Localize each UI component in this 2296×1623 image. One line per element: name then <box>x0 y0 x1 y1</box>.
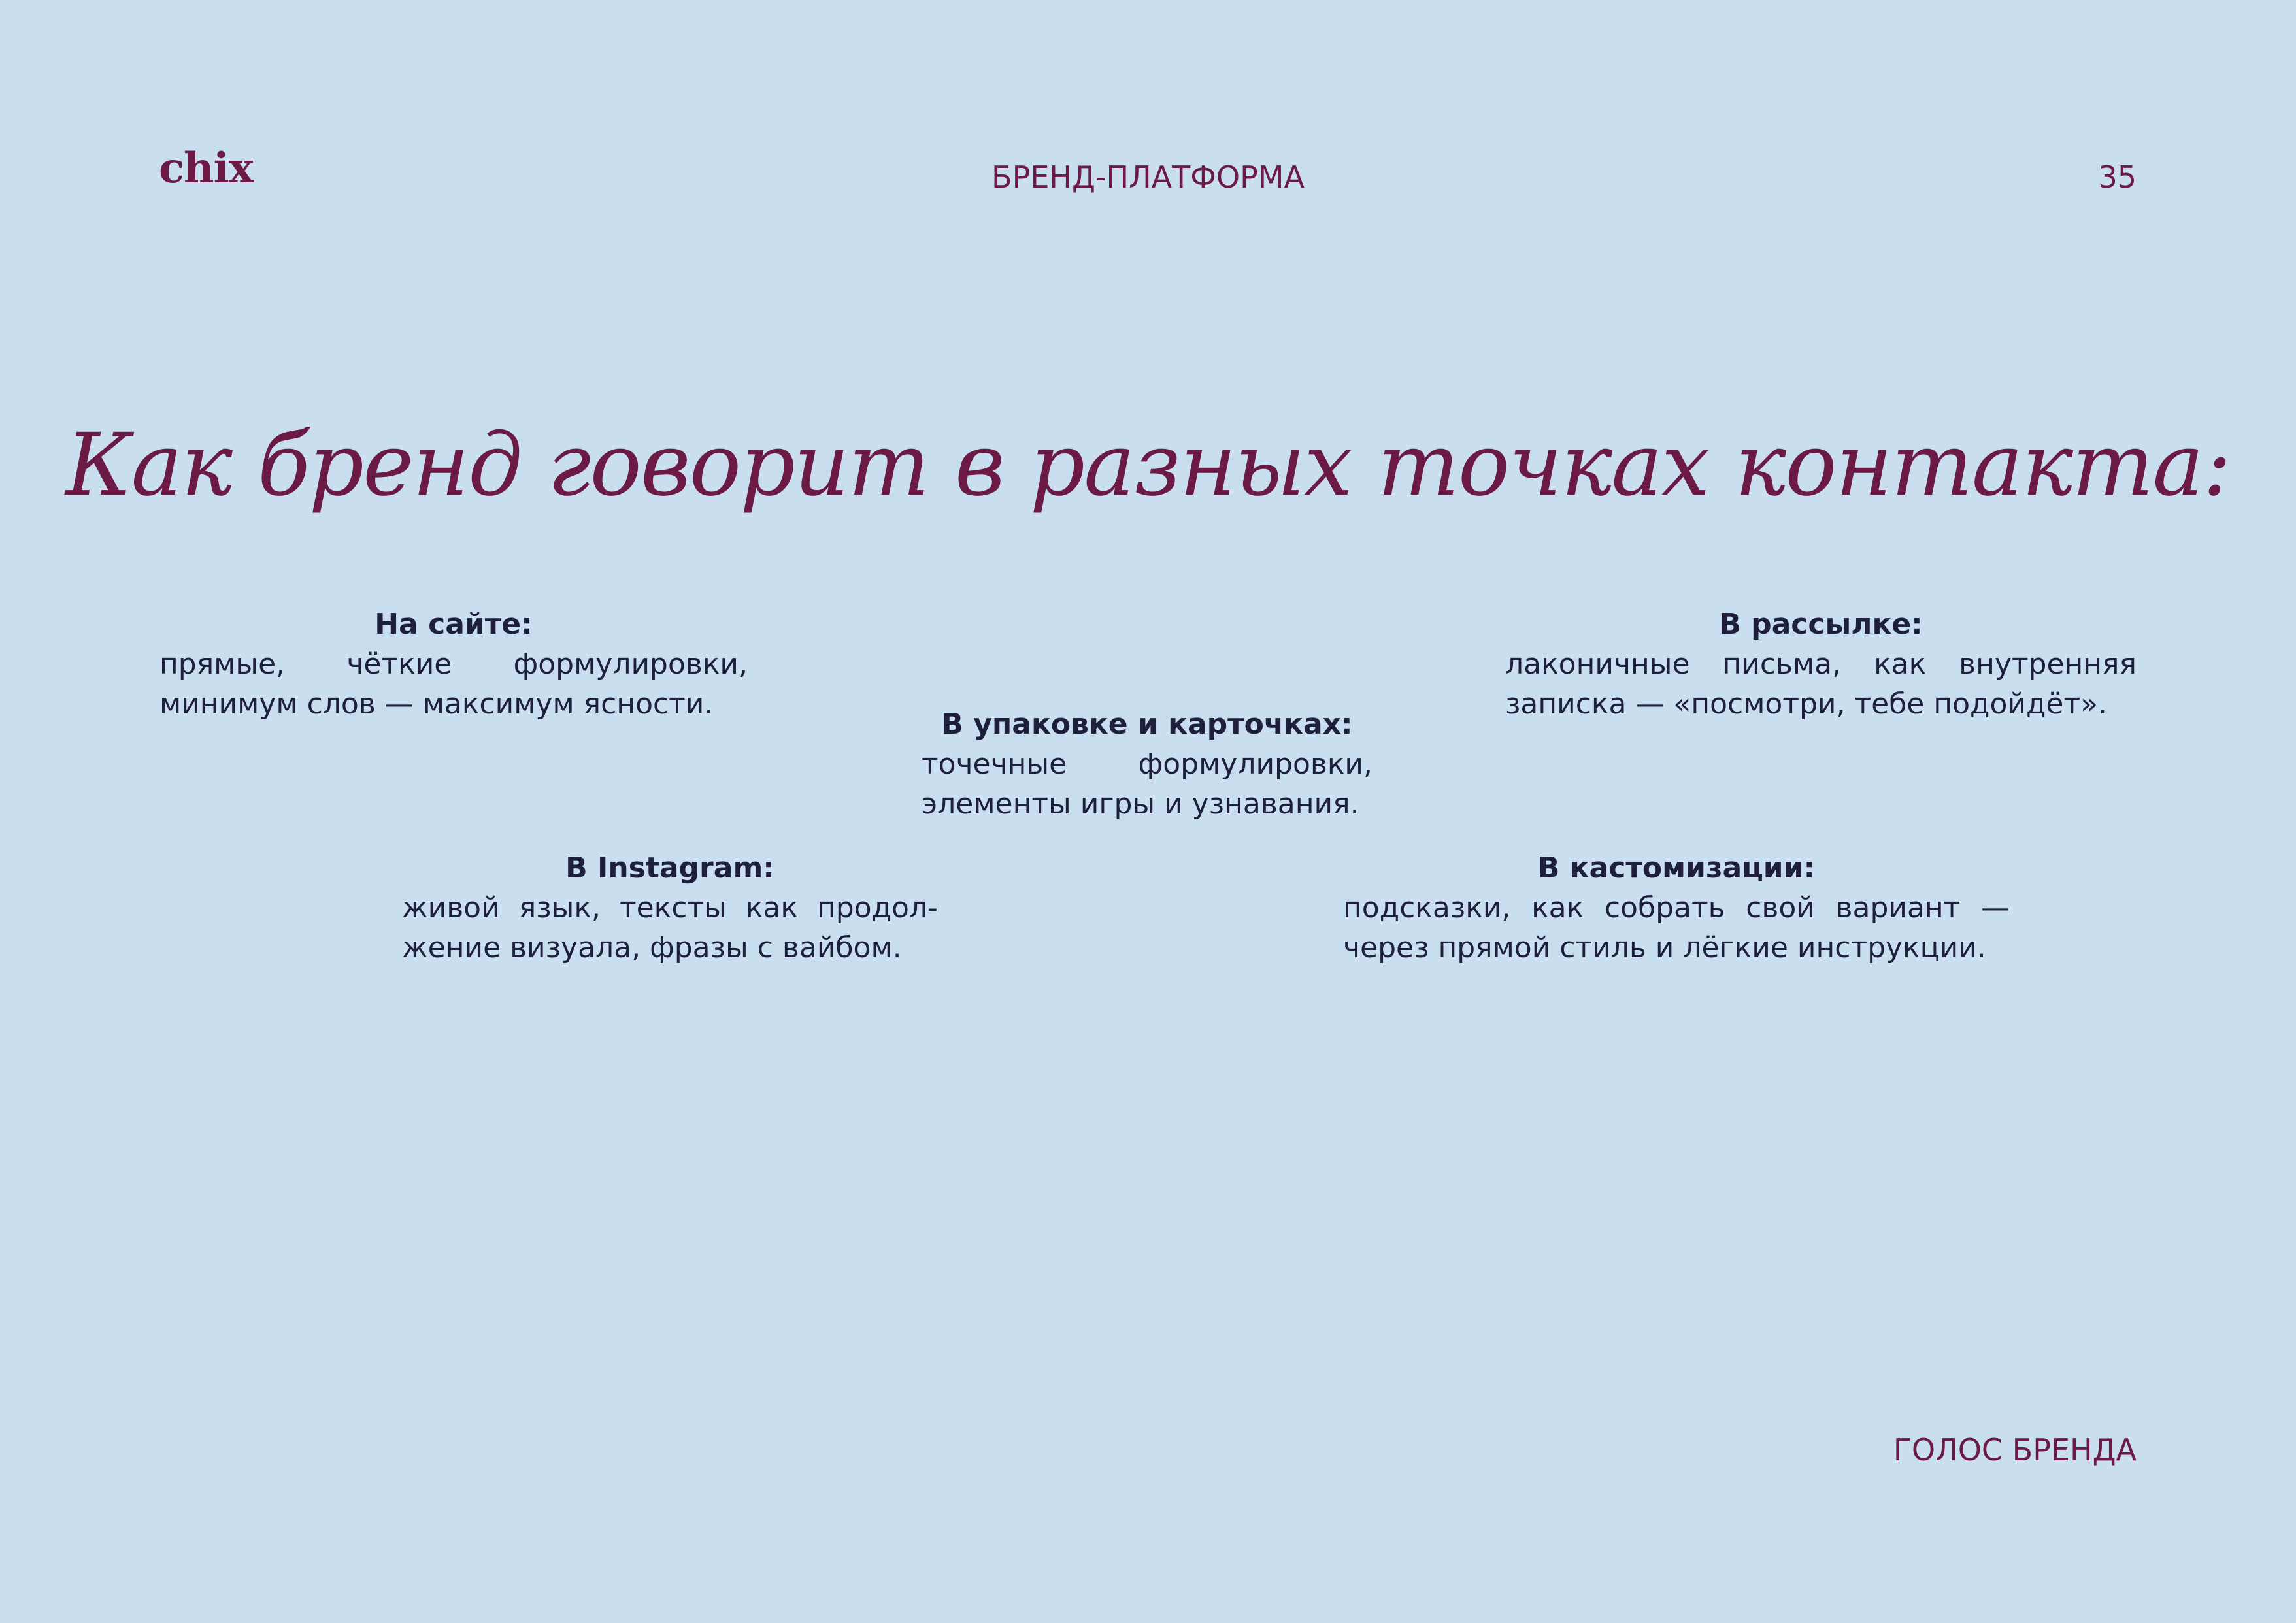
touchpoint-packaging <box>922 704 1373 824</box>
footer-section-label: ГОЛОС БРЕНДА <box>1893 1432 2137 1467</box>
touchpoint-text: прямые, чёткие формулировки, минимум слов — максимум ясности. <box>159 648 748 721</box>
touchpoint-title: В кастомизации: <box>1537 851 1816 885</box>
brand-logo: chix <box>159 144 253 193</box>
touchpoint-website <box>159 604 748 724</box>
touchpoint-title: На сайте: <box>374 608 533 641</box>
touchpoint-newsletter <box>1505 604 2137 724</box>
touchpoint-text: живой язык, тексты как продолжение визуала, фразы с вайбом. <box>402 891 938 964</box>
touchpoint-text: лаконичные письма, как внутренняя записка — «посмотри, тебе подойдёт». <box>1505 648 2137 721</box>
touchpoint-text: точечные формулировки, элементы игры и узнавания. <box>922 747 1373 821</box>
touchpoint-instagram <box>402 848 938 968</box>
touchpoint-title: В упаковке и карточках: <box>941 708 1353 741</box>
touchpoint-customization <box>1343 848 2010 968</box>
page-number: 35 <box>2098 159 2137 195</box>
touchpoint-text: подсказки, как собрать свой вариант — через прямой стиль и лёгкие инструкции. <box>1343 891 2010 964</box>
touchpoint-title: В рассылке: <box>1719 608 1923 641</box>
page-headline: Как бренд говорит в разных точках контакта: <box>65 415 2231 516</box>
header-title: БРЕНД-ПЛАТФОРМА <box>991 159 1305 195</box>
touchpoint-title: В Instagram: <box>565 851 774 885</box>
